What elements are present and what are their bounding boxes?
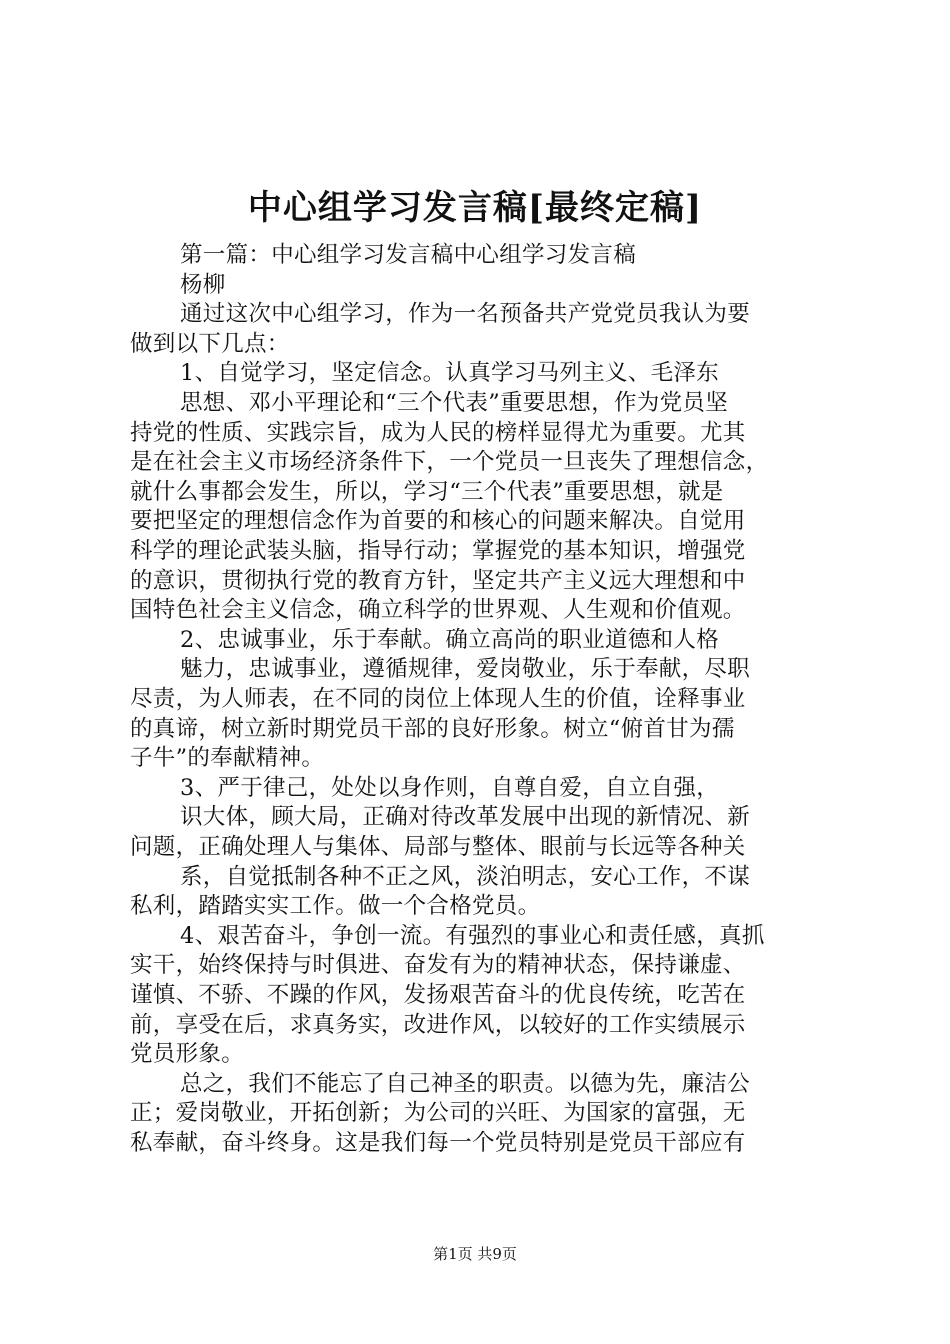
text-line: 要把坚定的理想信念作为首要的和核心的问题来解决。自觉用 — [130, 508, 746, 535]
text-line: 前，享受在后，求真务实，改进作风，以较好的工作实绩展示 — [130, 1011, 746, 1038]
text-line: 尽责，为人师表，在不同的岗位上体现人生的价值，诠释事业 — [130, 686, 746, 712]
text-line: 2、忠诚事业，乐于奉献。确立高尚的职业道德和人格 — [180, 626, 720, 653]
text-line: 4、艰苦奋斗，争创一流。有强烈的事业心和责任感，真抓 — [180, 922, 765, 949]
text-line: 识大体，顾大局，正确对待改革发展中出现的新情况、新 — [180, 804, 751, 831]
text-line: 的意识，贯彻执行党的教育方针，坚定共产主义远大理想和中 — [130, 567, 746, 594]
text-line: 的真谛，树立新时期党员干部的良好形象。树立“俯首甘为孺 — [130, 715, 735, 742]
text-line: 是在社会主义市场经济条件下，一个党员一旦丧失了理想信念， — [130, 449, 769, 476]
text-line: 私奉献，奋斗终身。这是我们每一个党员特别是党员干部应有 — [130, 1130, 746, 1156]
page-footer: 第1页 共9页 — [433, 1245, 517, 1263]
text-line: 3、严于律己，处处以身作则，自尊自爱，自立自强， — [180, 774, 720, 801]
text-line: 做到以下几点： — [130, 330, 290, 357]
text-line: 总之，我们不能忘了自己神圣的职责。以德为先，廉洁公 — [180, 1070, 751, 1097]
text-line: 持党的性质、实践宗旨，成为人民的榜样显得尤为重要。尤其 — [130, 419, 746, 446]
text-line: 私利，踏踏实实工作。做一个合格党员。 — [130, 893, 541, 920]
text-line: 谨慎、不骄、不躁的作风，发扬艰苦奋斗的优良传统，吃苦在 — [130, 982, 746, 1008]
text-line: 问题，正确处理人与集体、局部与整体、眼前与长远等各种关 — [130, 834, 746, 860]
text-line: 实干，始终保持与时俱进、奋发有为的精神状态，保持谦虚、 — [130, 952, 746, 979]
text-line: 思想、邓小平理论和“三个代表”重要思想，作为党员坚 — [180, 390, 729, 416]
text-line: 杨柳 — [180, 271, 226, 298]
text-line: 国特色社会主义信念，确立科学的世界观、人生观和价值观。 — [130, 597, 746, 624]
text-line: 子牛”的奉献精神。 — [130, 745, 325, 772]
text-line: 通过这次中心组学习，作为一名预备共产党党员我认为要 — [180, 301, 751, 328]
text-line: 魅力，忠诚事业，遵循规律，爱岗敬业，乐于奉献，尽职 — [180, 656, 751, 683]
text-line: 科学的理论武装头脑，指导行动；掌握党的基本知识，增强党 — [130, 538, 746, 564]
text-line: 正；爱岗敬业，开拓创新；为公司的兴旺、为国家的富强，无 — [130, 1100, 746, 1127]
text-line: 第一篇：中心组学习发言稿中心组学习发言稿 — [180, 242, 637, 268]
document-title: 中心组学习发言稿[最终定稿] — [247, 188, 703, 228]
text-line: 就什么事都会发生，所以，学习“三个代表”重要思想，就是 — [130, 478, 724, 505]
text-line: 党员形象。 — [130, 1041, 245, 1068]
text-line: 系，自觉抵制各种不正之风，淡泊明志，安心工作，不谋 — [180, 863, 751, 890]
text-line: 1、自觉学习，坚定信念。认真学习马列主义、毛泽东 — [180, 360, 720, 387]
